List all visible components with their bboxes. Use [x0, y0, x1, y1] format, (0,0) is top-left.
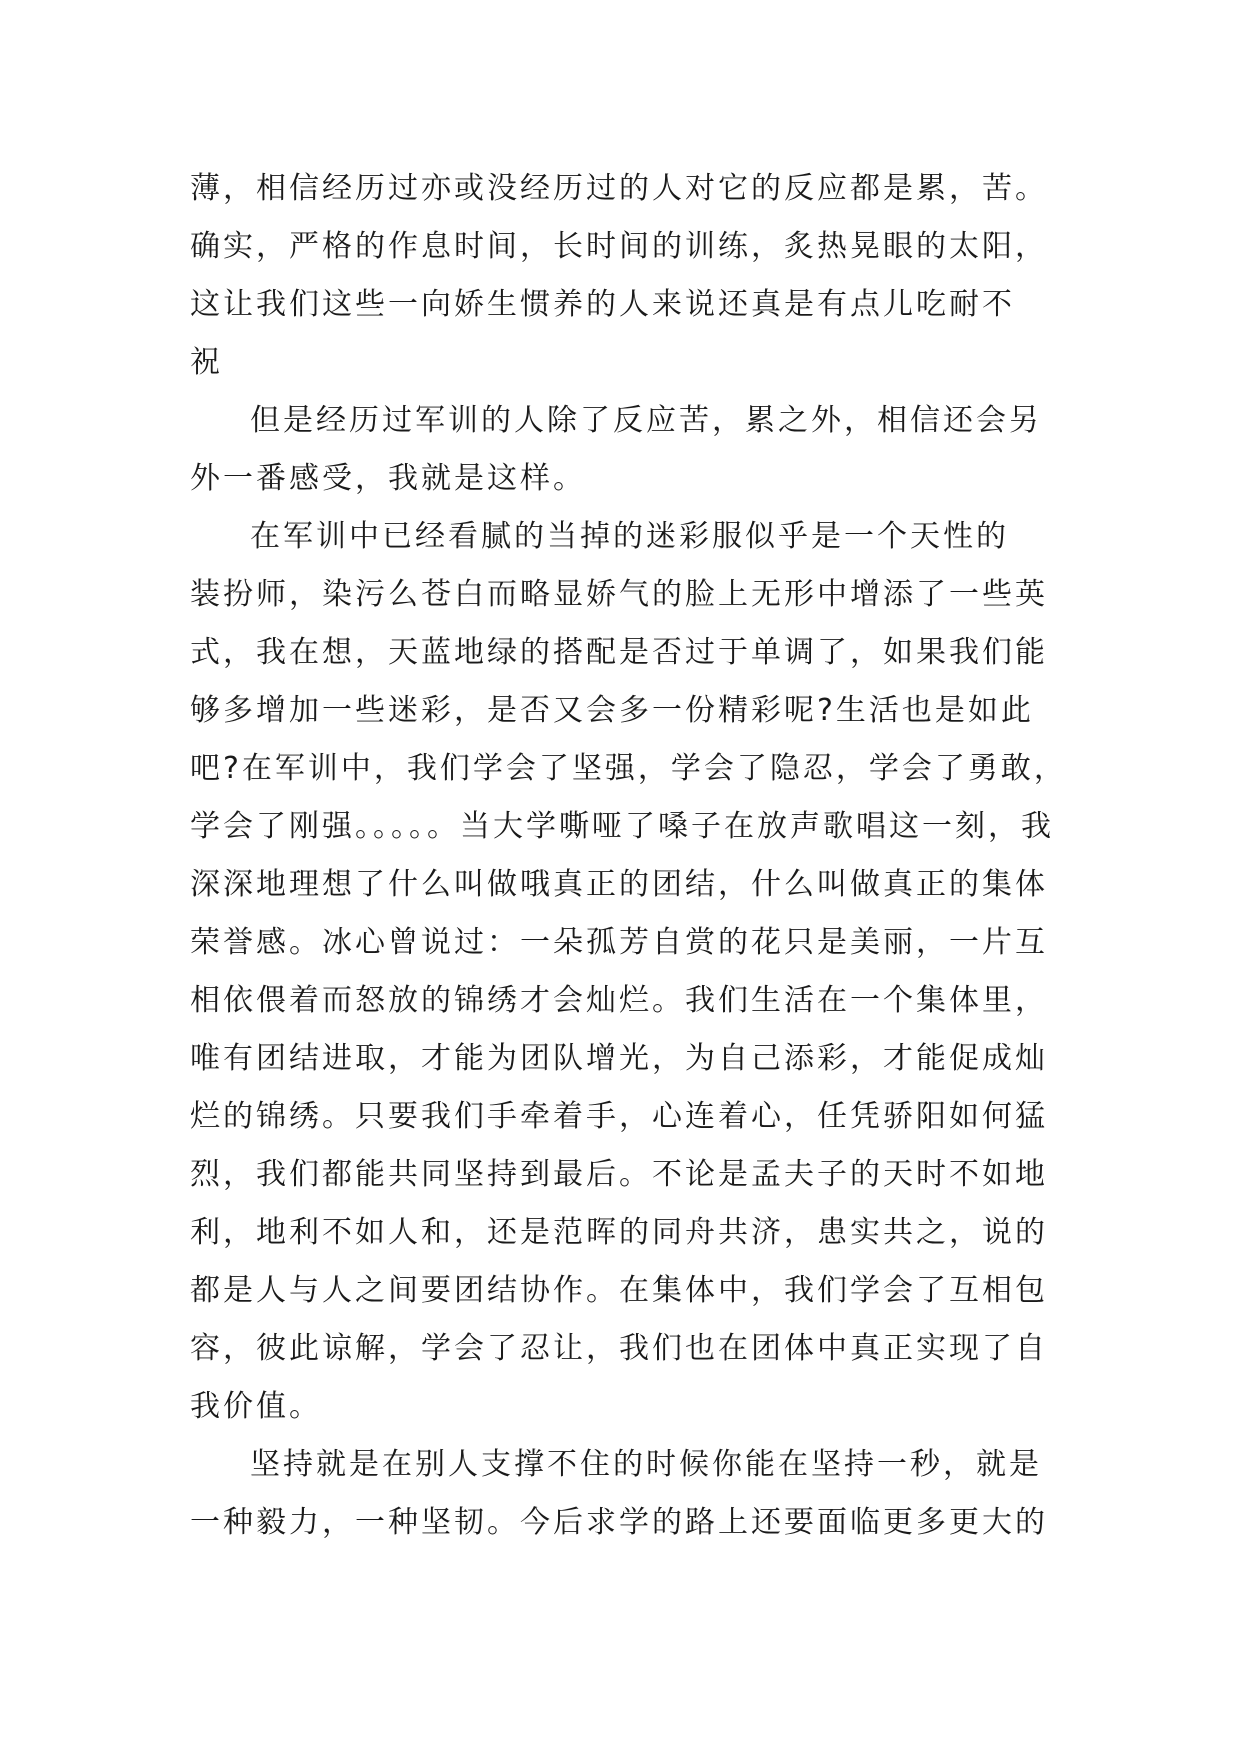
text-line: 容，彼此谅解，学会了忍让，我们也在团体中真正实现了自: [190, 1331, 1048, 1366]
text-line: 吧?在军训中，我们学会了坚强，学会了隐忍，学会了勇敢，: [190, 751, 1067, 786]
text-line: 在军训中已经看腻的当掉的迷彩服似乎是一个天性的: [250, 519, 1009, 554]
text-line: 一种毅力，一种坚韧。今后求学的路上还要面临更多更大的: [190, 1505, 1048, 1540]
text-line: 我价值。: [190, 1389, 322, 1424]
text-line: 这让我们这些一向娇生惯养的人来说还真是有点儿吃耐不: [190, 287, 1015, 322]
text-line: 装扮师，染污么苍白而略显娇气的脸上无形中增添了一些英: [190, 577, 1048, 612]
text-line: 唯有团结进取，才能为团队增光，为自己添彩，才能促成灿: [190, 1041, 1048, 1076]
text-line: 深深地理想了什么叫做哦真正的团结，什么叫做真正的集体: [190, 867, 1048, 902]
text-line: 够多增加一些迷彩，是否又会多一份精彩呢?生活也是如此: [190, 693, 1034, 728]
paragraph: [190, 392, 1055, 508]
text-line: 但是经历过军训的人除了反应苦，累之外，相信还会另: [250, 403, 1042, 438]
text-line: 荣誉感。冰心曾说过：一朵孤芳自赏的花只是美丽，一片互: [190, 925, 1048, 960]
text-line: 利，地利不如人和，还是范晖的同舟共济，患实共之，说的: [190, 1215, 1048, 1250]
text-line: 都是人与人之间要团结协作。在集体中，我们学会了互相包: [190, 1273, 1048, 1308]
text-line: 坚持就是在别人支撑不住的时候你能在坚持一秒，就是: [250, 1447, 1042, 1482]
text-line: 祝: [190, 345, 223, 380]
text-line: 烈，我们都能共同坚持到最后。不论是孟夫子的天时不如地: [190, 1157, 1048, 1192]
text-line: 薄，相信经历过亦或没经历过的人对它的反应都是累，苦。: [190, 171, 1048, 206]
paragraph: [190, 160, 1055, 392]
text-line: 相依偎着而怒放的锦绣才会灿烂。我们生活在一个集体里，: [190, 983, 1048, 1018]
text-line: 确实，严格的作息时间，长时间的训练，炙热晃眼的太阳，: [190, 229, 1048, 264]
paragraph: [190, 1436, 1055, 1552]
text-line: 外一番感受，我就是这样。: [190, 461, 586, 496]
paragraph: [190, 508, 1067, 1436]
text-line: 学会了刚强。。。。。当大学嘶哑了嗓子在放声歌唱这一刻，我: [190, 809, 1054, 844]
text-line: 式，我在想，天蓝地绿的搭配是否过于单调了，如果我们能: [190, 635, 1048, 670]
document-body: [190, 160, 1067, 1552]
text-line: 烂的锦绣。只要我们手牵着手，心连着心，任凭骄阳如何猛: [190, 1099, 1048, 1134]
